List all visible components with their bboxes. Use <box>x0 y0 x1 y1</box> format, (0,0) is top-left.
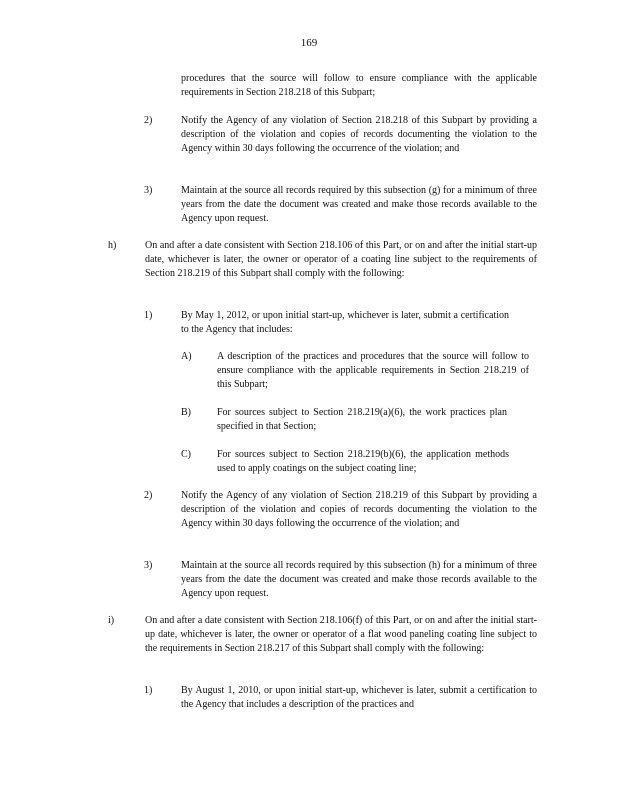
item-label: 1) <box>144 685 153 696</box>
subsection-text: On and after a date consistent with Section 218.106 of this Part, or on and after the initial start-up date, whichever is later, the owner or operator of a coating line subject to the requirements of Section 218.219 of this Subpart shall comply with the following: <box>145 240 537 279</box>
item-text: By August 1, 2010, or upon initial start-up, whichever is later, submit a certification to the Agency that includes a description of the practices and <box>181 685 537 710</box>
subitem-text: For sources subject to Section 218.219(a)(6), the work practices plan specified in that Section; <box>217 407 507 432</box>
subitem-label: B) <box>181 407 191 418</box>
item-text: By May 1, 2012, or upon initial start-up, whichever is later, submit a certification to the Agency that includes: <box>181 310 509 335</box>
subsection-label: h) <box>108 240 117 251</box>
subitem-text: For sources subject to Section 218.219(b)(6), the application methods used to apply coatings on the subject coating line; <box>217 449 509 474</box>
subitem-label: A) <box>181 351 192 362</box>
continuation-paragraph: procedures that the source will follow to ensure compliance with the applicable requirements in Section 218.218 of this Subpart; <box>181 73 537 98</box>
subitem-text: A description of the practices and procedures that the source will follow to ensure compliance with the applicable requirements in Section 218.219 of this Subpart; <box>217 351 529 390</box>
item-label: 3) <box>144 185 153 196</box>
subsection-text: On and after a date consistent with Section 218.106(f) of this Part, or on and after the initial start-up date, whichever is later, the owner or operator of a flat wood paneling coating line subject to the requirements in Section 218.217 of this Subpart shall comply with the following: <box>145 615 537 654</box>
item-text: Notify the Agency of any violation of Section 218.219 of this Subpart by providing a description of the violation and copies of records documenting the violation to the Agency within 30 days following the occurrence of the violation; and <box>181 490 537 529</box>
item-text: Notify the Agency of any violation of Section 218.218 of this Subpart by providing a description of the violation and copies of records documenting the violation to the Agency within 30 days following the occurrence of the violation; and <box>181 115 537 154</box>
item-label: 3) <box>144 560 153 571</box>
item-label: 2) <box>144 490 153 501</box>
page-number: 169 <box>300 37 318 49</box>
item-label: 2) <box>144 115 153 126</box>
subsection-label: i) <box>108 615 115 626</box>
subitem-label: C) <box>181 449 191 460</box>
item-text: Maintain at the source all records required by this subsection (h) for a minimum of three years from the date the document was created and make those records available to the Agency upon request. <box>181 560 537 599</box>
item-label: 1) <box>144 310 153 321</box>
item-text: Maintain at the source all records required by this subsection (g) for a minimum of three years from the date the document was created and make those records available to the Agency upon request. <box>181 185 537 224</box>
